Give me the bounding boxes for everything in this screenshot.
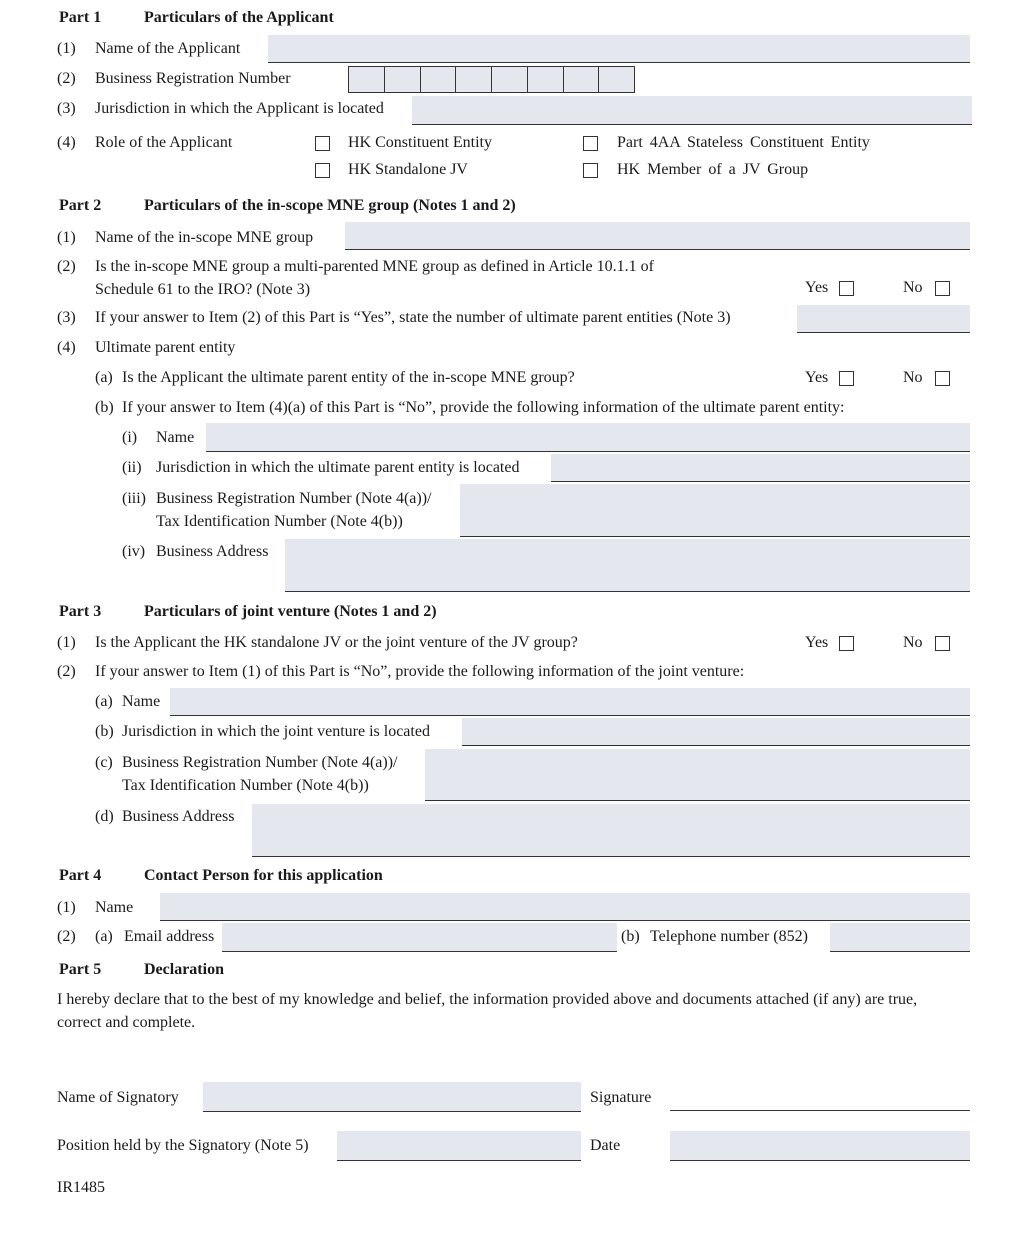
upe-brn-tin-field[interactable] — [460, 484, 970, 537]
date-field[interactable] — [670, 1131, 970, 1161]
yes-label: Yes — [805, 279, 829, 296]
item-number: (iv) — [122, 543, 146, 560]
jv-address-field[interactable] — [252, 804, 970, 857]
applicant-name-label: Name of the Applicant — [95, 40, 241, 57]
yes-label: Yes — [805, 369, 829, 386]
multi-parented-yes-checkbox[interactable] — [839, 281, 854, 296]
signature-label: Signature — [590, 1089, 652, 1106]
applicant-name-field[interactable] — [268, 35, 970, 63]
item-number: (3) — [57, 309, 76, 326]
upe-label: Ultimate parent entity — [95, 339, 236, 356]
item-number: (ii) — [122, 459, 142, 476]
item-number: (1) — [57, 229, 76, 246]
jv-tin-label: Tax Identification Number (Note 4(b)) — [122, 777, 369, 794]
upe-jurisdiction-label: Jurisdiction in which the ultimate parent entity is located — [156, 459, 520, 476]
role-checkbox-stateless[interactable] — [583, 136, 598, 151]
signatory-name-label: Name of Signatory — [57, 1089, 179, 1106]
jurisdiction-field[interactable] — [412, 96, 972, 125]
item-number: (3) — [57, 100, 76, 117]
jv-no-checkbox[interactable] — [935, 636, 950, 651]
contact-name-field[interactable] — [160, 893, 970, 921]
upe-name-field[interactable] — [206, 423, 970, 452]
upe-name-label: Name — [156, 429, 195, 446]
jv-address-label: Business Address — [122, 808, 235, 825]
yes-label: Yes — [805, 634, 829, 651]
role-checkbox-jv-member[interactable] — [583, 163, 598, 178]
jv-yes-checkbox[interactable] — [839, 636, 854, 651]
phone-field[interactable] — [830, 923, 970, 952]
multi-parented-question: Is the in-scope MNE group a multi-parented MNE group as defined in Article 10.1.1 of — [95, 258, 654, 275]
item-number: (1) — [57, 634, 76, 651]
is-upe-question: Is the Applicant the ultimate parent entity of the in-scope MNE group? — [122, 369, 575, 386]
no-label: No — [903, 634, 923, 651]
contact-name-label: Name — [95, 899, 134, 916]
jv-info-instruction: If your answer to Item (1) of this Part is “No”, provide the following information of the joint venture: — [95, 663, 745, 680]
mne-group-name-label: Name of the in-scope MNE group — [95, 229, 314, 246]
no-label: No — [903, 369, 923, 386]
role-option-label: Part 4AA Stateless Constituent Entity — [617, 134, 870, 151]
signature-line[interactable] — [670, 1082, 970, 1111]
role-checkbox-hk-standalone-jv[interactable] — [315, 163, 330, 178]
role-label: Role of the Applicant — [95, 134, 233, 151]
item-number: (2) — [57, 70, 76, 87]
upe-info-instruction: If your answer to Item (4)(a) of this Part is “No”, provide the following information of the ultimate parent entity: — [122, 399, 845, 416]
item-number: (b) — [95, 723, 114, 740]
part5-label: Part 5 — [59, 961, 102, 978]
no-label: No — [903, 279, 923, 296]
upe-jurisdiction-field[interactable] — [551, 454, 970, 482]
jv-name-label: Name — [122, 693, 161, 710]
item-number: (iii) — [122, 490, 146, 507]
multi-parented-no-checkbox[interactable] — [935, 281, 950, 296]
item-number: (a) — [95, 928, 113, 945]
phone-label: Telephone number (852) — [650, 928, 808, 945]
item-number: (i) — [122, 429, 138, 446]
item-number: (1) — [57, 899, 76, 916]
item-number: (b) — [621, 928, 640, 945]
item-number: (d) — [95, 808, 114, 825]
upe-count-field[interactable] — [797, 305, 970, 333]
jv-jurisdiction-label: Jurisdiction in which the joint venture is located — [122, 723, 430, 740]
brn-label: Business Registration Number — [95, 70, 291, 87]
item-number: (4) — [57, 134, 76, 151]
item-number: (b) — [95, 399, 114, 416]
jv-brn-label: Business Registration Number (Note 4(a))/ — [122, 754, 398, 771]
jv-name-field[interactable] — [170, 688, 970, 716]
item-number: (a) — [95, 693, 113, 710]
multi-parented-question-cont: Schedule 61 to the IRO? (Note 3) — [95, 281, 311, 298]
part2-title: Particulars of the in-scope MNE group (Notes 1 and 2) — [144, 197, 516, 214]
is-upe-yes-checkbox[interactable] — [839, 371, 854, 386]
date-label: Date — [590, 1137, 621, 1154]
part1-title: Particulars of the Applicant — [144, 9, 334, 26]
part5-title: Declaration — [144, 961, 224, 978]
upe-tin-label: Tax Identification Number (Note 4(b)) — [156, 513, 403, 530]
role-option-label: HK Constituent Entity — [348, 134, 492, 151]
item-number: (c) — [95, 754, 113, 771]
item-number: (2) — [57, 258, 76, 275]
mne-group-name-field[interactable] — [345, 222, 970, 250]
item-number: (4) — [57, 339, 76, 356]
role-option-label: HK Member of a JV Group — [617, 161, 809, 178]
email-label: Email address — [124, 928, 215, 945]
part4-title: Contact Person for this application — [144, 867, 383, 884]
part3-label: Part 3 — [59, 603, 102, 620]
item-number: (2) — [57, 928, 76, 945]
upe-count-label: If your answer to Item (2) of this Part is “Yes”, state the number of ultimate parent entities (Note 3) — [95, 309, 731, 326]
brn-boxes[interactable] — [348, 66, 635, 93]
part4-label: Part 4 — [59, 867, 102, 884]
jv-question: Is the Applicant the HK standalone JV or the joint venture of the JV group? — [95, 634, 578, 651]
item-number: (1) — [57, 40, 76, 57]
is-upe-no-checkbox[interactable] — [935, 371, 950, 386]
role-checkbox-hk-constituent[interactable] — [315, 136, 330, 151]
upe-brn-label: Business Registration Number (Note 4(a))/ — [156, 490, 432, 507]
part3-title: Particulars of joint venture (Notes 1 and 2) — [144, 603, 437, 620]
part2-label: Part 2 — [59, 197, 102, 214]
jv-jurisdiction-field[interactable] — [462, 718, 970, 746]
email-field[interactable] — [222, 923, 617, 952]
signatory-position-label: Position held by the Signatory (Note 5) — [57, 1137, 309, 1154]
declaration-text: I hereby declare that to the best of my knowledge and belief, the information provided above and documents attached (if any) are true, correct and complete. — [57, 991, 918, 1031]
upe-address-label: Business Address — [156, 543, 269, 560]
part1-label: Part 1 — [59, 9, 102, 26]
upe-address-field[interactable] — [285, 539, 970, 592]
item-number: (a) — [95, 369, 113, 386]
signatory-position-field[interactable] — [337, 1131, 581, 1161]
item-number: (2) — [57, 663, 76, 680]
role-option-label: HK Standalone JV — [348, 161, 468, 178]
signatory-name-field[interactable] — [203, 1082, 581, 1112]
jv-brn-tin-field[interactable] — [425, 749, 970, 801]
jurisdiction-label: Jurisdiction in which the Applicant is located — [95, 100, 384, 117]
form-code: IR1485 — [57, 1179, 105, 1196]
